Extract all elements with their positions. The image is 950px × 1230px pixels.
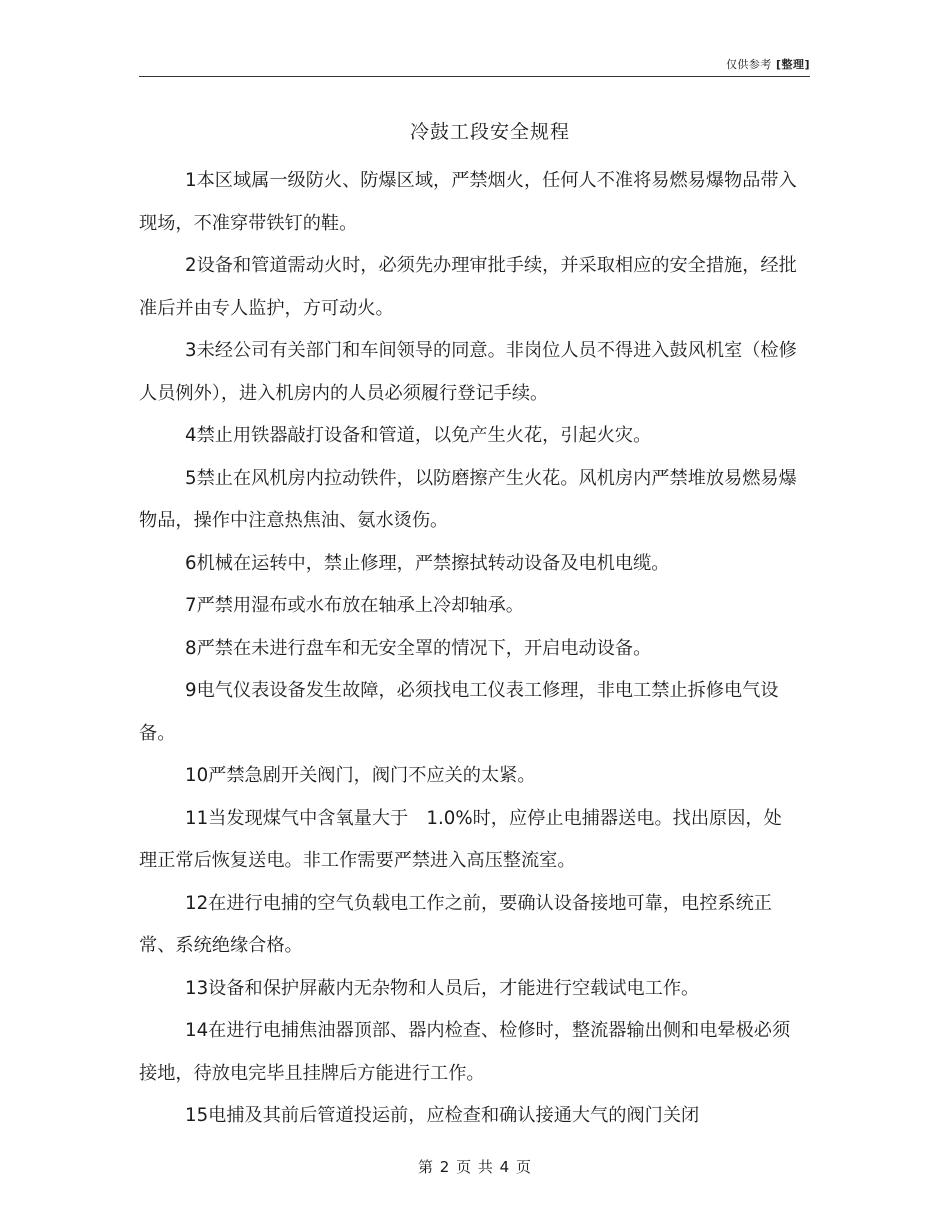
paragraph: 8严禁在未进行盘车和无安全罩的情况下，开启电动设备。 [185, 637, 652, 659]
paragraph: 11当发现煤气中含氧量大于 1.0%时，应停止电捕器送电。找出原因，处理正常后恢复送电。非工作需要严禁进入高压整流室。 [139, 807, 782, 871]
paragraph: 4禁止用铁器敲打设备和管道，以免产生火花，引起火灾。 [185, 425, 652, 446]
paragraph: 14在进行电捕焦油器顶部、器内检查、检修时，整流器输出侧和电晕极必须接地，待放电完毕且挂牌后方能进行工作。 [139, 1020, 791, 1084]
paragraph: 3未经公司有关部门和车间领导的同意。非岗位人员不得进入鼓风机室（检修人员例外），进入机房内的人员必须履行登记手续。 [139, 340, 797, 404]
paragraph: 6机械在运转中，禁止修理，严禁擦拭转动设备及电机电缆。 [185, 552, 670, 574]
paragraph: 12在进行电捕的空气负载电工作之前，要确认设备接地可靠，电控系统正常、系统绝缘合格。 [139, 892, 772, 956]
page-number-footer: 第 2 页 共 4 页 [418, 1158, 532, 1176]
paragraph: 5禁止在风机房内拉动铁件，以防磨擦产生火花。风机房内严禁堆放易燃易爆物品，操作中注意热焦油、氨水烫伤。 [139, 467, 797, 531]
header-note-text: 仅供参考 [725, 58, 772, 71]
header-note-tag: [整理] [775, 58, 810, 71]
paragraph: 7严禁用湿布或水布放在轴承上冷却轴承。 [185, 595, 524, 616]
paragraph: 10严禁急剧开关阀门，阀门不应关的太紧。 [185, 765, 536, 786]
paragraph: 13设备和保护屏蔽内无杂物和人员后，才能进行空载试电工作。 [185, 977, 700, 999]
document-body [139, 160, 799, 1138]
paragraph: 15电捕及其前后管道投运前，应检查和确认接通大气的阀门关闭 [185, 1105, 700, 1126]
document-title: 冷鼓工段安全规程 [409, 121, 570, 143]
header-divider [139, 76, 810, 77]
paragraph: 1本区域属一级防火、防爆区域，严禁烟火，任何人不准将易燃易爆物品带入现场，不准穿带铁钉的鞋。 [139, 170, 797, 234]
header-note [726, 56, 810, 72]
paragraph: 2设备和管道需动火时，必须先办理审批手续，并采取相应的安全措施，经批准后并由专人监护，方可动火。 [139, 255, 797, 319]
paragraph: 9电气仪表设备发生故障，必须找电工仪表工修理，非电工禁止拆修电气设备。 [139, 680, 779, 744]
